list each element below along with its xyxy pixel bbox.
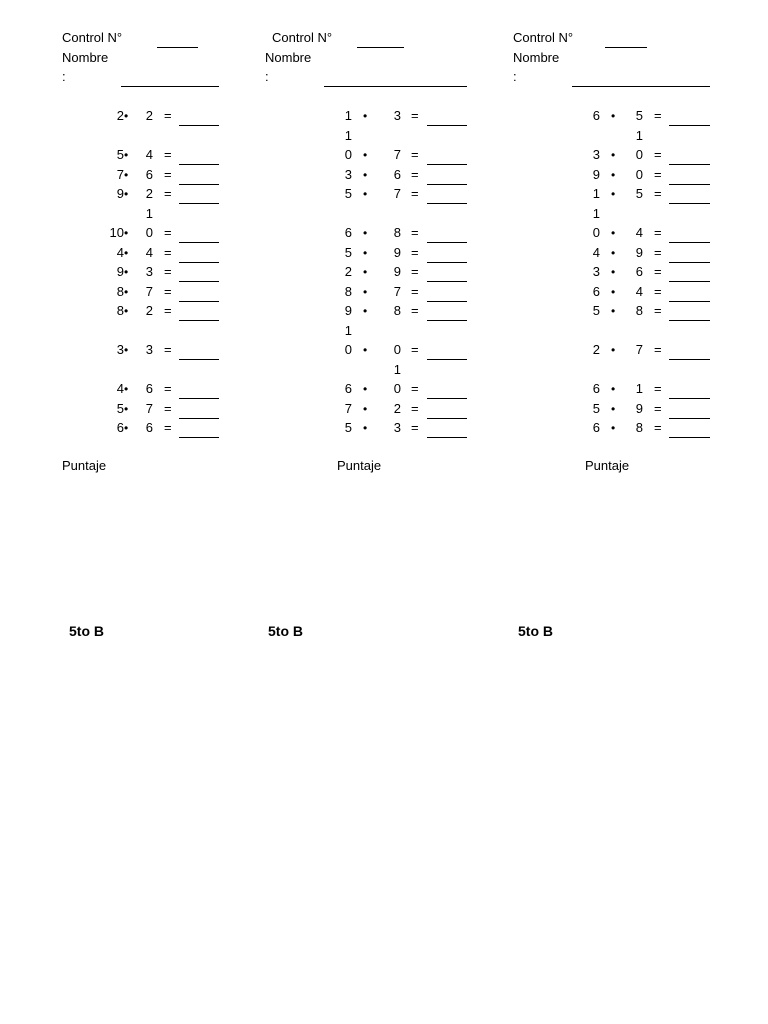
equals-sign: =: [654, 186, 662, 201]
operand-a: 6: [344, 381, 352, 396]
operand-a: 1: [344, 128, 352, 143]
multiply-operator: •: [124, 421, 129, 435]
answer-blank: [179, 281, 219, 282]
equals-sign: =: [411, 225, 419, 240]
answer-blank: [427, 301, 467, 302]
operand-a: 10: [109, 225, 124, 240]
equals-sign: =: [654, 225, 662, 240]
operand-b: 6: [635, 264, 643, 279]
equals-sign: =: [654, 401, 662, 416]
operand-a: 6: [116, 420, 124, 435]
operand-a: 6: [344, 225, 352, 240]
operand-a: 1: [592, 206, 600, 221]
operand-b: 7: [393, 147, 401, 162]
multiply-operator: •: [611, 285, 616, 299]
equals-sign: =: [411, 420, 419, 435]
score-label: Puntaje: [337, 458, 382, 473]
operand-a: 1: [344, 323, 352, 338]
class-label: 5to B: [268, 623, 303, 639]
answer-blank: [669, 418, 710, 419]
multiply-operator: •: [124, 246, 129, 260]
equals-sign: =: [164, 167, 172, 182]
multiply-operator: •: [611, 265, 616, 279]
operand-b: 7: [145, 284, 153, 299]
multiply-operator: •: [363, 304, 368, 318]
answer-blank: [179, 437, 219, 438]
answer-blank: [427, 242, 467, 243]
class-label: 5to B: [69, 623, 104, 639]
answer-blank: [427, 164, 467, 165]
equals-sign: =: [654, 381, 662, 396]
operand-a: 2: [592, 342, 600, 357]
operand-b: 7: [145, 401, 153, 416]
answer-blank: [427, 398, 467, 399]
equals-sign: =: [164, 284, 172, 299]
operand-a: 9: [592, 167, 600, 182]
multiply-operator: •: [611, 246, 616, 260]
multiply-operator: •: [124, 187, 129, 201]
operand-a: 5: [344, 186, 352, 201]
operand-b: 8: [393, 303, 401, 318]
multiply-operator: •: [611, 402, 616, 416]
equals-sign: =: [411, 167, 419, 182]
multiply-operator: •: [363, 265, 368, 279]
control-number-blank: [157, 47, 198, 48]
operand-b: 7: [393, 284, 401, 299]
multiply-operator: •: [124, 402, 129, 416]
answer-blank: [179, 418, 219, 419]
operand-b: 2: [145, 303, 153, 318]
answer-blank: [669, 359, 710, 360]
operand-b: 6: [145, 420, 153, 435]
operand-a: 6: [592, 284, 600, 299]
operand-b: 1: [635, 128, 643, 143]
operand-b: 6: [145, 381, 153, 396]
name-label: Nombre: [62, 50, 109, 65]
equals-sign: =: [654, 420, 662, 435]
control-number-blank: [357, 47, 404, 48]
control-number-label: Control N°: [62, 30, 123, 45]
multiply-operator: •: [124, 265, 129, 279]
multiply-operator: •: [363, 343, 368, 357]
name-colon: :: [62, 69, 66, 84]
operand-b: 3: [393, 420, 401, 435]
operand-a: 6: [592, 108, 600, 123]
multiply-operator: •: [124, 148, 129, 162]
control-number-blank: [605, 47, 647, 48]
answer-blank: [179, 301, 219, 302]
operand-a: 2: [344, 264, 352, 279]
multiply-operator: •: [363, 246, 368, 260]
operand-a: 3: [344, 167, 352, 182]
multiply-operator: •: [363, 187, 368, 201]
operand-a: 4: [116, 381, 124, 396]
answer-blank: [669, 203, 710, 204]
operand-b: 3: [393, 108, 401, 123]
operand-a: 9: [344, 303, 352, 318]
operand-b: 0: [635, 167, 643, 182]
equals-sign: =: [164, 401, 172, 416]
multiply-operator: •: [124, 285, 129, 299]
equals-sign: =: [411, 342, 419, 357]
operand-b: 9: [635, 245, 643, 260]
multiply-operator: •: [611, 109, 616, 123]
operand-a: 5: [116, 401, 124, 416]
operand-a: 5: [344, 245, 352, 260]
multiply-operator: •: [611, 304, 616, 318]
operand-b: 3: [145, 342, 153, 357]
operand-a: 4: [592, 245, 600, 260]
answer-blank: [179, 164, 219, 165]
answer-blank: [427, 418, 467, 419]
score-label: Puntaje: [62, 458, 107, 473]
equals-sign: =: [654, 147, 662, 162]
operand-b: 1: [393, 362, 401, 377]
multiply-operator: •: [124, 109, 129, 123]
name-blank: [572, 86, 710, 87]
multiply-operator: •: [363, 421, 368, 435]
operand-a: 8: [116, 303, 124, 318]
operand-b: 4: [145, 245, 153, 260]
control-number-label: Control N°: [513, 30, 574, 45]
operand-b: 5: [635, 108, 643, 123]
equals-sign: =: [411, 245, 419, 260]
name-blank: [324, 86, 467, 87]
answer-blank: [427, 184, 467, 185]
operand-b: 9: [393, 245, 401, 260]
equals-sign: =: [411, 401, 419, 416]
multiply-operator: •: [363, 226, 368, 240]
operand-a: 7: [116, 167, 124, 182]
answer-blank: [669, 437, 710, 438]
multiply-operator: •: [124, 382, 129, 396]
multiply-operator: •: [363, 285, 368, 299]
operand-b: 4: [145, 147, 153, 162]
operand-a: 9: [116, 186, 124, 201]
multiply-operator: •: [363, 402, 368, 416]
answer-blank: [427, 125, 467, 126]
equals-sign: =: [654, 108, 662, 123]
operand-b: 8: [635, 420, 643, 435]
operand-b: 8: [393, 225, 401, 240]
multiply-operator: •: [124, 343, 129, 357]
operand-b: 1: [635, 381, 643, 396]
multiply-operator: •: [611, 226, 616, 240]
equals-sign: =: [164, 147, 172, 162]
equals-sign: =: [411, 186, 419, 201]
equals-sign: =: [164, 186, 172, 201]
operand-a: 5: [592, 303, 600, 318]
operand-a: 6: [592, 381, 600, 396]
answer-blank: [427, 203, 467, 204]
multiply-operator: •: [363, 382, 368, 396]
operand-b: 8: [635, 303, 643, 318]
equals-sign: =: [411, 303, 419, 318]
multiply-operator: •: [363, 109, 368, 123]
answer-blank: [669, 242, 710, 243]
operand-a: 1: [592, 186, 600, 201]
operand-b: 0: [635, 147, 643, 162]
equals-sign: =: [654, 245, 662, 260]
answer-blank: [179, 203, 219, 204]
control-number-label: Control N°: [272, 30, 333, 45]
operand-b: 9: [393, 264, 401, 279]
operand-a: 4: [116, 245, 124, 260]
operand-b: 1: [145, 206, 153, 221]
equals-sign: =: [411, 381, 419, 396]
answer-blank: [669, 281, 710, 282]
operand-a: 0: [592, 225, 600, 240]
operand-a: 3: [116, 342, 124, 357]
answer-blank: [427, 262, 467, 263]
operand-a: 5: [116, 147, 124, 162]
answer-blank: [179, 359, 219, 360]
equals-sign: =: [654, 167, 662, 182]
equals-sign: =: [164, 303, 172, 318]
operand-a: 5: [592, 401, 600, 416]
equals-sign: =: [411, 147, 419, 162]
answer-blank: [669, 184, 710, 185]
answer-blank: [179, 262, 219, 263]
class-label: 5to B: [518, 623, 553, 639]
multiply-operator: •: [124, 168, 129, 182]
multiply-operator: •: [363, 168, 368, 182]
answer-blank: [669, 262, 710, 263]
multiply-operator: •: [124, 226, 129, 240]
name-label: Nombre: [265, 50, 312, 65]
operand-a: 5: [344, 420, 352, 435]
equals-sign: =: [654, 303, 662, 318]
answer-blank: [179, 125, 219, 126]
equals-sign: =: [654, 284, 662, 299]
operand-b: 4: [635, 284, 643, 299]
operand-b: 6: [393, 167, 401, 182]
operand-b: 2: [145, 186, 153, 201]
multiply-operator: •: [611, 382, 616, 396]
equals-sign: =: [411, 264, 419, 279]
answer-blank: [669, 301, 710, 302]
equals-sign: =: [164, 342, 172, 357]
multiply-operator: •: [363, 148, 368, 162]
equals-sign: =: [654, 264, 662, 279]
equals-sign: =: [654, 342, 662, 357]
operand-b: 0: [393, 342, 401, 357]
answer-blank: [179, 242, 219, 243]
equals-sign: =: [164, 245, 172, 260]
operand-a: 6: [592, 420, 600, 435]
equals-sign: =: [164, 420, 172, 435]
multiply-operator: •: [611, 168, 616, 182]
operand-b: 5: [635, 186, 643, 201]
answer-blank: [669, 320, 710, 321]
name-blank: [121, 86, 219, 87]
operand-b: 0: [145, 225, 153, 240]
multiply-operator: •: [611, 421, 616, 435]
answer-blank: [179, 320, 219, 321]
operand-b: 2: [393, 401, 401, 416]
multiply-operator: •: [611, 148, 616, 162]
name-colon: :: [513, 69, 517, 84]
equals-sign: =: [164, 381, 172, 396]
equals-sign: =: [164, 225, 172, 240]
answer-blank: [179, 398, 219, 399]
equals-sign: =: [411, 284, 419, 299]
answer-blank: [427, 320, 467, 321]
operand-a: 8: [116, 284, 124, 299]
operand-b: 4: [635, 225, 643, 240]
operand-b: 3: [145, 264, 153, 279]
operand-a: 8: [344, 284, 352, 299]
answer-blank: [669, 125, 710, 126]
score-label: Puntaje: [585, 458, 630, 473]
answer-blank: [669, 398, 710, 399]
answer-blank: [669, 164, 710, 165]
operand-a: 7: [344, 401, 352, 416]
operand-a: 0: [344, 147, 352, 162]
operand-a: 3: [592, 264, 600, 279]
operand-b: 2: [145, 108, 153, 123]
operand-a: 2: [116, 108, 124, 123]
answer-blank: [427, 437, 467, 438]
operand-a: 1: [344, 108, 352, 123]
operand-b: 7: [635, 342, 643, 357]
operand-a: 3: [592, 147, 600, 162]
answer-blank: [427, 281, 467, 282]
multiply-operator: •: [611, 343, 616, 357]
operand-b: 7: [393, 186, 401, 201]
answer-blank: [179, 184, 219, 185]
equals-sign: =: [411, 108, 419, 123]
multiply-operator: •: [124, 304, 129, 318]
operand-b: 9: [635, 401, 643, 416]
equals-sign: =: [164, 264, 172, 279]
answer-blank: [427, 359, 467, 360]
equals-sign: =: [164, 108, 172, 123]
operand-a: 9: [116, 264, 124, 279]
multiply-operator: •: [611, 187, 616, 201]
name-colon: :: [265, 69, 269, 84]
operand-b: 0: [393, 381, 401, 396]
operand-b: 6: [145, 167, 153, 182]
name-label: Nombre: [513, 50, 560, 65]
operand-a: 0: [344, 342, 352, 357]
